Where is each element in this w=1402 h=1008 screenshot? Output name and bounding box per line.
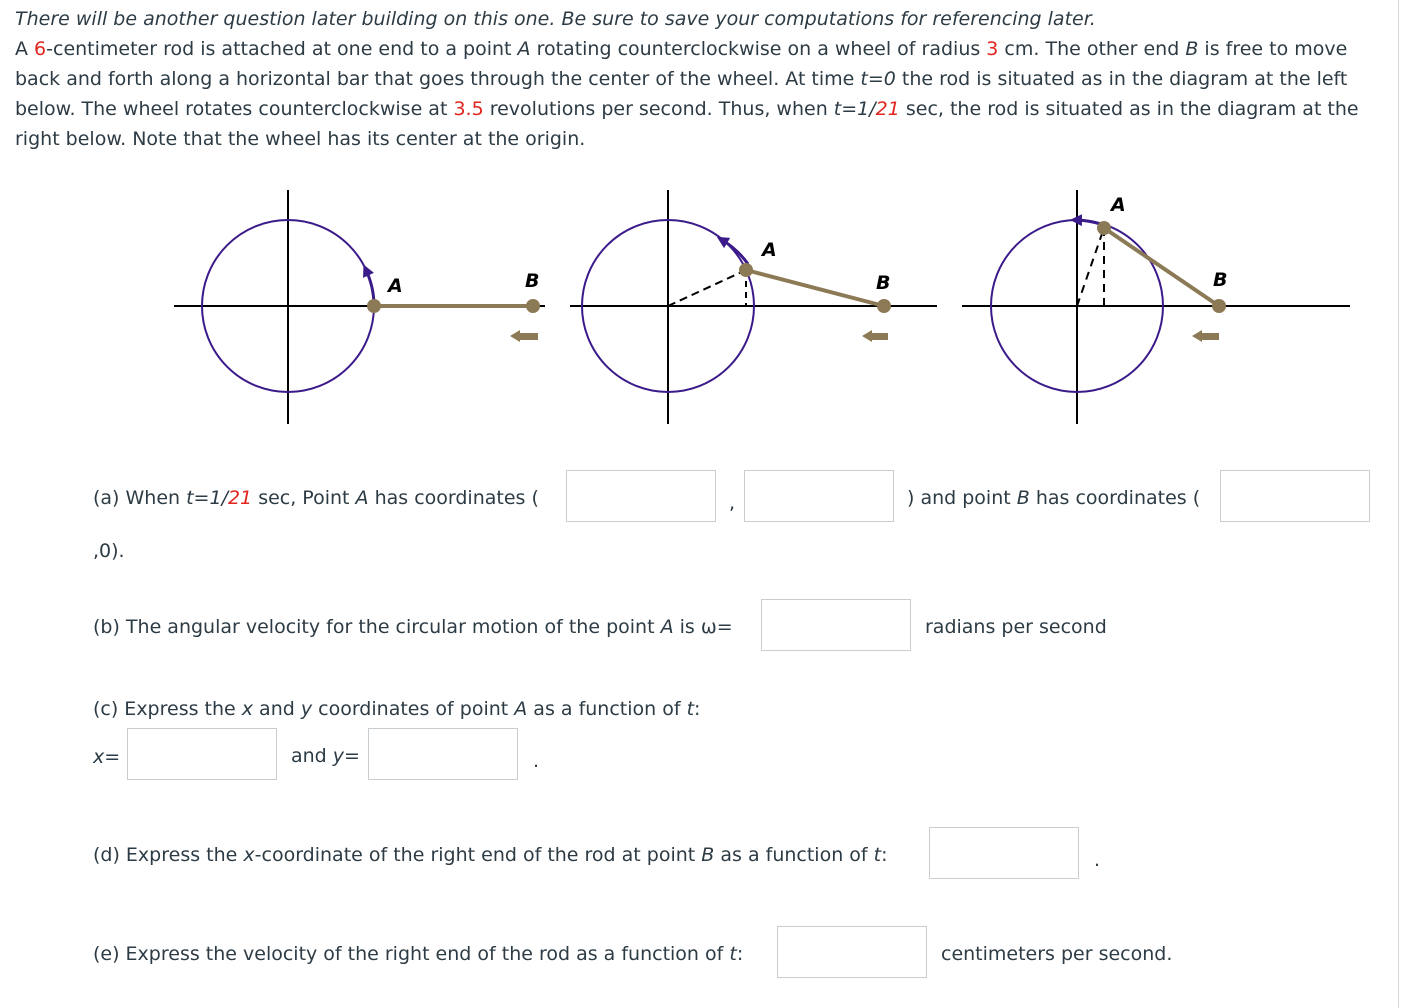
var-x: x: [243, 844, 255, 866]
var-A: A: [355, 487, 369, 509]
text: -centimeter rod is attached at one end to a point: [46, 38, 518, 60]
comma: ,: [729, 492, 736, 514]
text: ) and point: [907, 487, 1017, 509]
time-denominator: 21: [875, 98, 900, 120]
rod-length: 6: [34, 38, 47, 60]
part-a-label: [93, 485, 539, 511]
part-a-mid-label: [907, 485, 1200, 511]
text: is ω=: [673, 616, 733, 638]
rotation-arrow-icon: [1076, 220, 1100, 224]
text: revolutions per second. Thus, when: [483, 98, 834, 120]
rotation-rate: 3.5: [453, 98, 484, 120]
answer-b-omega-input[interactable]: [761, 599, 911, 651]
text: cm. The other end: [998, 38, 1186, 60]
x-eq-label: [93, 744, 120, 770]
time-zero: t=0: [860, 68, 896, 90]
label-A: A: [762, 239, 777, 261]
time-expr: t=1/: [186, 487, 228, 509]
label-A: A: [388, 275, 403, 297]
text: rotating counterclockwise on a wheel of radius: [530, 38, 987, 60]
part-e-units: centimeters per second.: [941, 943, 1173, 965]
answer-c-y-input[interactable]: [368, 728, 518, 780]
part-b-units: radians per second: [925, 616, 1107, 638]
page-right-border: [1398, 0, 1399, 1008]
point-A: [739, 263, 753, 277]
var-t: t: [729, 943, 737, 965]
text: :: [736, 943, 744, 965]
var-A: A: [660, 616, 674, 638]
time-denominator: 21: [227, 487, 253, 509]
radius-dashed: [1077, 228, 1104, 306]
text: and: [253, 698, 301, 720]
part-b-label: [93, 614, 733, 640]
text: :: [881, 844, 888, 866]
text: as a function of: [714, 844, 874, 866]
text: sec, the rod is situated as in the diagram at the right below. Note that the wheel has its center at the origin.: [15, 98, 1359, 150]
text: A: [15, 38, 35, 60]
left-arrow-icon: [862, 330, 888, 342]
text: and: [291, 745, 333, 767]
radius-value: 3: [986, 38, 999, 60]
text: has coordinates (: [1029, 487, 1201, 509]
answer-d-xb-input[interactable]: [929, 827, 1079, 879]
text: the rod is situated as in the diagram at the left below. The wheel rotates counterclockwise at: [15, 68, 1348, 120]
label-B: B: [876, 272, 891, 294]
diagram-t-1-21: [962, 190, 1350, 424]
text: (c) Express the: [93, 698, 242, 720]
point-B: [526, 299, 540, 313]
text: y=: [332, 745, 360, 767]
period: .: [1094, 849, 1101, 871]
save-note: There will be another question later building on this one. Be sure to save your computations for referencing later.: [15, 8, 1096, 30]
label-A: A: [1111, 194, 1126, 216]
var-B: B: [1016, 487, 1030, 509]
text: (a) When: [93, 487, 187, 509]
point-B: [1212, 299, 1226, 313]
answer-e-velocity-input[interactable]: [777, 926, 927, 978]
label-B: B: [1213, 269, 1228, 291]
text: coordinates of point: [312, 698, 515, 720]
text: is free to move back and forth along a horizontal bar that goes through the center of the wheel. At time: [15, 38, 1348, 90]
text: -coordinate of the right end of the rod at point: [254, 844, 702, 866]
answer-a-ax-input[interactable]: [566, 470, 716, 522]
var-A: A: [514, 698, 528, 720]
diagram-t0: [174, 190, 545, 424]
answer-a-bx-input[interactable]: [1220, 470, 1370, 522]
text: has coordinates (: [368, 487, 539, 509]
part-e-label: [93, 941, 743, 967]
answer-c-x-input[interactable]: [127, 728, 277, 780]
period: .: [533, 750, 540, 772]
and-y-label: [291, 743, 360, 769]
part-a-end: ,0).: [93, 540, 125, 562]
text: (b) The angular velocity for the circular motion of the point: [93, 616, 661, 638]
left-arrow-icon: [510, 330, 538, 342]
label-B: B: [525, 270, 540, 292]
text: x=: [93, 746, 121, 768]
text: :: [694, 698, 701, 720]
problem-statement: [15, 4, 1395, 154]
var-B: B: [701, 844, 715, 866]
var-A: A: [517, 38, 531, 60]
var-t: t: [686, 698, 695, 720]
text: sec, Point: [252, 487, 356, 509]
var-B: B: [1185, 38, 1199, 60]
var-x: x: [241, 698, 254, 720]
radius-dashed: [668, 270, 746, 306]
point-A: [367, 299, 381, 313]
point-A: [1097, 221, 1111, 235]
text: as a function of: [527, 698, 687, 720]
time-expr: t=1/: [833, 98, 876, 120]
answer-a-ay-input[interactable]: [744, 470, 894, 522]
left-arrow-icon: [1192, 330, 1219, 342]
problem-text: [15, 34, 1395, 154]
rod-wheel-diagrams: [0, 180, 1400, 440]
part-c-label: [93, 696, 700, 722]
text: (d) Express the: [93, 844, 244, 866]
var-y: y: [300, 698, 313, 720]
rod: [746, 270, 884, 306]
text: (e) Express the velocity of the right end of the rod as a function of: [93, 943, 730, 965]
diagram-intermediate: [570, 190, 937, 424]
part-d-label: [93, 842, 888, 868]
point-B: [877, 299, 891, 313]
var-t: t: [873, 844, 882, 866]
